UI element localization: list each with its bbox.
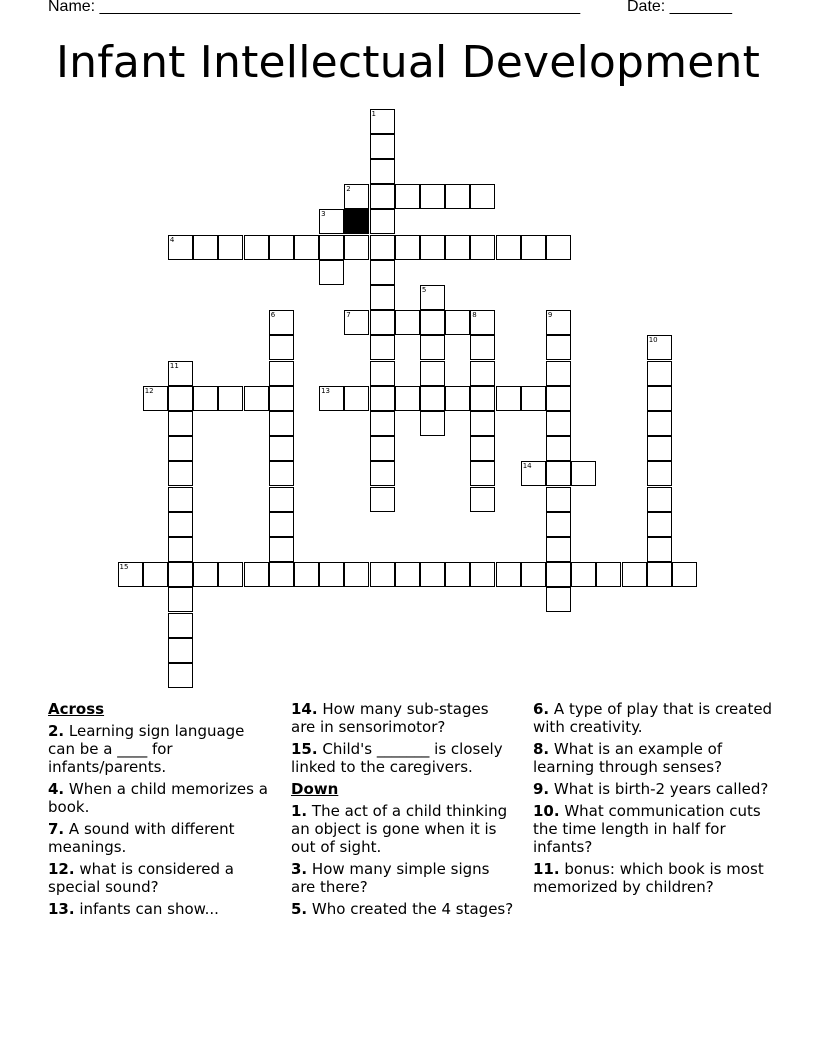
crossword-cell[interactable] <box>370 134 395 159</box>
crossword-cell[interactable] <box>218 235 243 260</box>
crossword-cell[interactable] <box>344 386 369 411</box>
crossword-cell[interactable] <box>546 562 571 587</box>
crossword-cell[interactable] <box>370 436 395 461</box>
crossword-cell[interactable] <box>370 184 395 209</box>
clue-text: How many sub-stages are in sensorimotor? <box>291 700 489 736</box>
crossword-cell[interactable] <box>672 562 697 587</box>
clue-item <box>533 740 773 776</box>
crossword-cell[interactable] <box>546 512 571 537</box>
crossword-cell[interactable] <box>496 386 521 411</box>
crossword-cell[interactable] <box>470 361 495 386</box>
crossword-cell[interactable] <box>470 335 495 360</box>
clue-number-label: 4 <box>169 235 175 244</box>
crossword-cell[interactable] <box>370 260 395 285</box>
crossword-cell[interactable] <box>470 436 495 461</box>
clue-number-label: 3 <box>321 210 326 219</box>
clue-item <box>48 722 273 776</box>
clue-item <box>291 900 516 918</box>
crossword-cell[interactable] <box>269 335 294 360</box>
clue-number: 10. <box>533 802 560 820</box>
crossword-cell[interactable] <box>647 537 672 562</box>
crossword-cell[interactable] <box>395 386 420 411</box>
clue-number: 1. <box>291 802 308 820</box>
across-heading: Across <box>48 700 105 718</box>
clue-number: 2. <box>48 722 65 740</box>
clue-text: What is an example of learning through senses? <box>533 740 723 776</box>
clue-text: infants can show... <box>74 900 219 918</box>
crossword-cell[interactable] <box>344 235 369 260</box>
crossword-cell[interactable] <box>420 285 445 310</box>
crossword-cell[interactable] <box>344 310 369 335</box>
clue-number: 5. <box>291 900 308 918</box>
crossword-cell[interactable] <box>546 361 571 386</box>
crossword-cell[interactable] <box>193 235 218 260</box>
crossword-cell[interactable] <box>496 235 521 260</box>
crossword-cell[interactable] <box>470 310 495 335</box>
crossword-cell[interactable] <box>546 310 571 335</box>
crossword-cell[interactable] <box>445 184 470 209</box>
crossword-cell[interactable] <box>344 184 369 209</box>
crossword-cell[interactable] <box>420 184 445 209</box>
crossword-cell[interactable] <box>168 587 193 612</box>
clue-number: 12. <box>48 860 75 878</box>
clue-item <box>533 802 773 856</box>
clue-number: 4. <box>48 780 65 798</box>
crossword-cell[interactable] <box>596 562 621 587</box>
crossword-cell[interactable] <box>269 537 294 562</box>
crossword-cell[interactable] <box>168 512 193 537</box>
clue-number-label: 10 <box>648 336 658 345</box>
clue-number-label: 9 <box>547 311 553 320</box>
date-field[interactable]: Date: _______ <box>627 0 732 15</box>
crossword-cell[interactable] <box>168 613 193 638</box>
crossword-cell[interactable] <box>294 235 319 260</box>
crossword-cell[interactable] <box>445 562 470 587</box>
crossword-cell[interactable] <box>445 310 470 335</box>
clue-number: 13. <box>48 900 75 918</box>
clue-number: 3. <box>291 860 308 878</box>
crossword-cell[interactable] <box>269 310 294 335</box>
clue-column-2 <box>291 700 516 922</box>
crossword-cell[interactable] <box>420 335 445 360</box>
crossword-cell[interactable] <box>571 562 596 587</box>
crossword-cell[interactable] <box>521 235 546 260</box>
crossword-cell[interactable] <box>370 209 395 234</box>
clue-text: What is birth-2 years called? <box>549 780 769 798</box>
clue-text: When a child memorizes a book. <box>48 780 268 816</box>
crossword-cell[interactable] <box>218 562 243 587</box>
clue-item <box>291 860 516 896</box>
clue-item <box>533 860 773 896</box>
crossword-cell[interactable] <box>470 184 495 209</box>
crossword-cell[interactable] <box>168 386 193 411</box>
crossword-cell[interactable] <box>319 562 344 587</box>
crossword-cell[interactable] <box>143 562 168 587</box>
crossword-cell[interactable] <box>420 310 445 335</box>
clue-text: what is considered a special sound? <box>48 860 234 896</box>
crossword-cell[interactable] <box>470 562 495 587</box>
crossword-cell[interactable] <box>370 335 395 360</box>
clue-number-label: 7 <box>346 311 351 320</box>
crossword-cell[interactable] <box>370 310 395 335</box>
clue-number: 6. <box>533 700 550 718</box>
crossword-cell[interactable] <box>244 386 269 411</box>
clue-item <box>533 780 773 798</box>
crossword-cell[interactable] <box>193 386 218 411</box>
clue-number: 11. <box>533 860 560 878</box>
clue-text: Child's _______ is closely linked to the caregivers. <box>291 740 503 776</box>
clue-number-label: 11 <box>169 361 179 370</box>
crossword-cell[interactable] <box>395 562 420 587</box>
clue-number-label: 8 <box>472 311 477 320</box>
crossword-cell[interactable] <box>647 487 672 512</box>
clue-number-label: 5 <box>421 285 427 294</box>
crossword-cell[interactable] <box>546 235 571 260</box>
crossword-cell[interactable] <box>546 386 571 411</box>
clue-item <box>291 740 516 776</box>
clue-column-3 <box>533 700 773 900</box>
crossword-cell[interactable] <box>521 386 546 411</box>
clue-text: A sound with different meanings. <box>48 820 235 856</box>
crossword-cell[interactable] <box>370 487 395 512</box>
crossword-cell[interactable] <box>546 487 571 512</box>
crossword-cell[interactable] <box>370 109 395 134</box>
clue-number-label: 13 <box>321 386 331 395</box>
clue-text: Who created the 4 stages? <box>307 900 514 918</box>
crossword-cell[interactable] <box>395 310 420 335</box>
clue-number-label: 1 <box>371 109 376 118</box>
crossword-cell[interactable] <box>269 235 294 260</box>
crossword-cell[interactable] <box>344 562 369 587</box>
clue-number: 14. <box>291 700 318 718</box>
crossword-cell[interactable] <box>319 260 344 285</box>
crossword-cell[interactable] <box>647 461 672 486</box>
crossword-cell[interactable] <box>521 461 546 486</box>
crossword-cell[interactable] <box>622 562 647 587</box>
crossword-cell[interactable] <box>168 487 193 512</box>
crossword-cell[interactable] <box>370 386 395 411</box>
crossword-cell[interactable] <box>370 411 395 436</box>
crossword-cell[interactable] <box>269 411 294 436</box>
crossword-cell[interactable] <box>546 335 571 360</box>
clue-item <box>48 860 273 896</box>
crossword-cell[interactable] <box>168 663 193 688</box>
crossword-cell[interactable] <box>269 512 294 537</box>
crossword-cell[interactable] <box>269 487 294 512</box>
crossword-cell[interactable] <box>269 386 294 411</box>
clue-number-label: 12 <box>144 386 154 395</box>
clue-text: How many simple signs are there? <box>291 860 490 896</box>
clue-item <box>533 700 773 736</box>
crossword-cell[interactable] <box>168 235 193 260</box>
crossword-cell[interactable] <box>647 562 672 587</box>
name-field[interactable]: Name: ______________________________________________________ <box>48 0 581 15</box>
clue-item <box>48 900 273 918</box>
crossword-cell[interactable] <box>496 562 521 587</box>
crossword-cell[interactable] <box>319 209 344 234</box>
crossword-cell[interactable] <box>571 461 596 486</box>
clue-number-label: 2 <box>346 185 351 194</box>
crossword-cell[interactable] <box>370 235 395 260</box>
crossword-cell[interactable] <box>168 411 193 436</box>
crossword-cell[interactable] <box>168 461 193 486</box>
crossword-cell[interactable] <box>445 235 470 260</box>
crossword-cell[interactable] <box>143 386 168 411</box>
crossword-cell[interactable] <box>546 436 571 461</box>
crossword-cell[interactable] <box>470 386 495 411</box>
crossword-cell[interactable] <box>168 638 193 663</box>
crossword-cell[interactable] <box>269 436 294 461</box>
clue-column-1 <box>48 700 273 922</box>
crossword-cell[interactable] <box>546 537 571 562</box>
crossword-cell[interactable] <box>647 436 672 461</box>
crossword-cell[interactable] <box>294 562 319 587</box>
crossword-cell[interactable] <box>470 461 495 486</box>
page-title: Infant Intellectual Development <box>55 37 761 88</box>
clue-number: 7. <box>48 820 65 838</box>
crossword-cell[interactable] <box>269 361 294 386</box>
crossword-cell[interactable] <box>395 184 420 209</box>
crossword-cell[interactable] <box>470 487 495 512</box>
crossword-cell[interactable] <box>118 562 143 587</box>
clue-number: 9. <box>533 780 550 798</box>
crossword-cell[interactable] <box>521 562 546 587</box>
down-heading: Down <box>291 780 339 798</box>
crossword-cell[interactable] <box>420 411 445 436</box>
crossword-cell[interactable] <box>168 562 193 587</box>
clue-text: The act of a child thinking an object is gone when it is out of sight. <box>291 802 508 856</box>
crossword-cell[interactable] <box>647 335 672 360</box>
crossword-cell[interactable] <box>470 235 495 260</box>
clue-number: 15. <box>291 740 318 758</box>
clue-text: What communication cuts the time length in half for infants? <box>533 802 761 856</box>
clue-number: 8. <box>533 740 550 758</box>
clue-text: bonus: which book is most memorized by children? <box>533 860 764 896</box>
crossword-cell[interactable] <box>168 361 193 386</box>
clue-text: Learning sign language can be a ____ for infants/parents. <box>48 722 245 776</box>
crossword-cell[interactable] <box>470 411 495 436</box>
clue-number-label: 15 <box>119 563 129 572</box>
crossword-cell[interactable] <box>546 587 571 612</box>
crossword-cell[interactable] <box>370 361 395 386</box>
clue-item <box>48 780 273 816</box>
crossword-cell[interactable] <box>218 386 243 411</box>
clue-item <box>291 802 516 856</box>
clue-item <box>291 700 516 736</box>
crossword-cell[interactable] <box>546 411 571 436</box>
black-square <box>344 209 369 234</box>
crossword-cell[interactable] <box>420 235 445 260</box>
clue-text: A type of play that is created with creativity. <box>533 700 773 736</box>
crossword-cell[interactable] <box>370 285 395 310</box>
crossword-cell[interactable] <box>244 562 269 587</box>
crossword-cell[interactable] <box>244 235 269 260</box>
crossword-cell[interactable] <box>647 411 672 436</box>
crossword-cell[interactable] <box>647 361 672 386</box>
crossword-cell[interactable] <box>647 512 672 537</box>
crossword-cell[interactable] <box>269 461 294 486</box>
crossword-cell[interactable] <box>647 386 672 411</box>
crossword-cell[interactable] <box>168 537 193 562</box>
crossword-cell[interactable] <box>269 562 294 587</box>
crossword-cell[interactable] <box>193 562 218 587</box>
crossword-cell[interactable] <box>395 235 420 260</box>
crossword-cell[interactable] <box>420 562 445 587</box>
crossword-cell[interactable] <box>445 386 470 411</box>
clue-item <box>48 820 273 856</box>
crossword-cell[interactable] <box>370 562 395 587</box>
crossword-cell[interactable] <box>420 386 445 411</box>
crossword-cell[interactable] <box>319 386 344 411</box>
crossword-cell[interactable] <box>319 235 344 260</box>
clue-number-label: 14 <box>522 462 532 471</box>
crossword-cell[interactable] <box>546 461 571 486</box>
crossword-cell[interactable] <box>420 361 445 386</box>
crossword-cell[interactable] <box>168 436 193 461</box>
crossword-cell[interactable] <box>370 159 395 184</box>
clue-number-label: 6 <box>270 311 276 320</box>
crossword-cell[interactable] <box>370 461 395 486</box>
